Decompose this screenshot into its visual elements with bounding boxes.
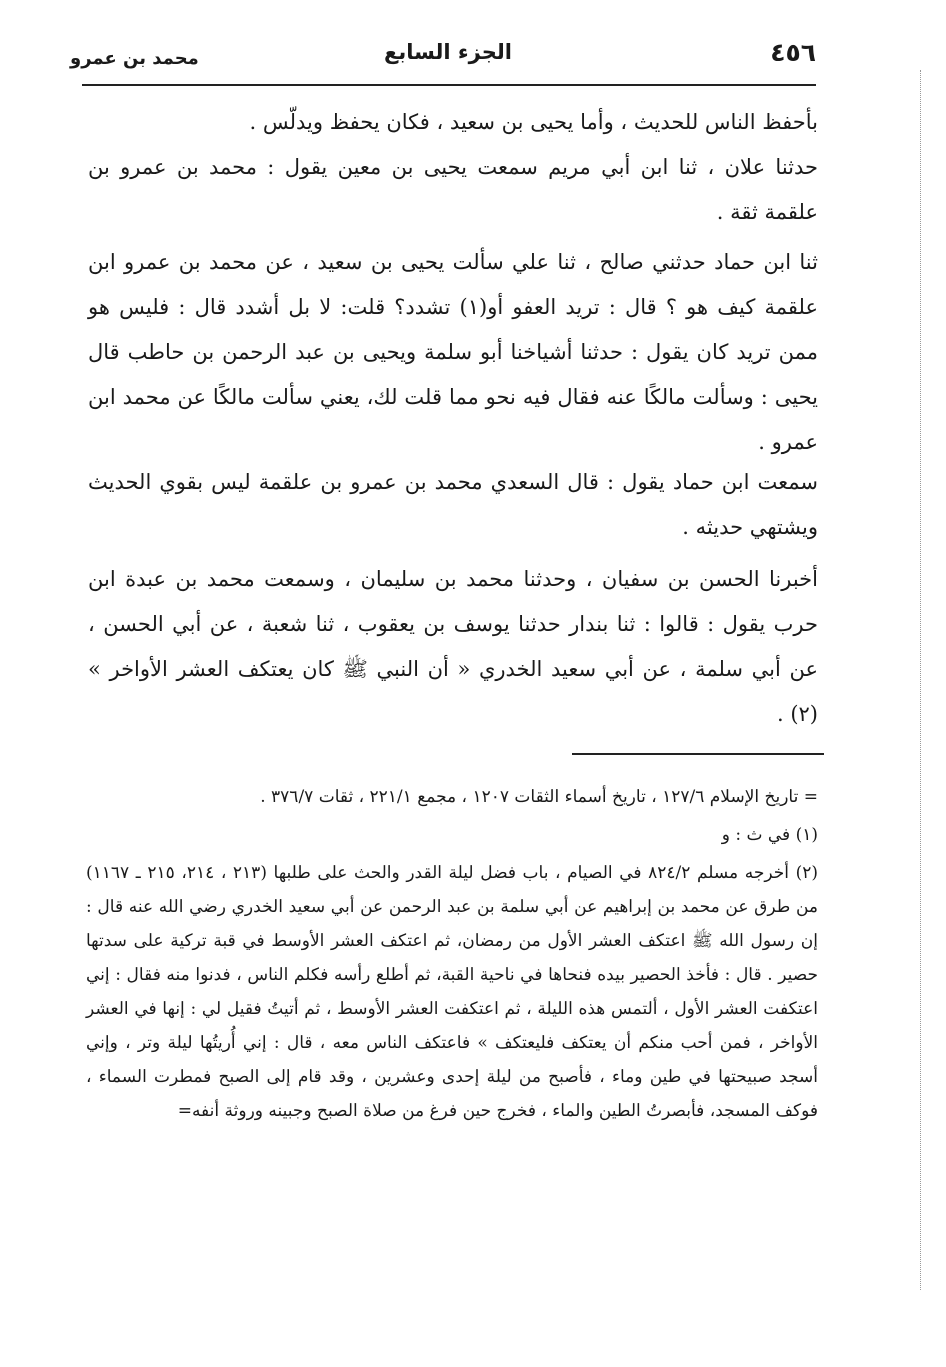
body-text: بأحفظ الناس للحديث ، وأما يحيى بن سعيد ، فكان يحفظ ويدلّس . <box>249 110 818 134</box>
header-rule <box>82 84 816 86</box>
page-number: ٤٥٦ <box>770 38 816 67</box>
body-paragraph-1 <box>88 100 818 145</box>
body-paragraph-3 <box>88 240 818 465</box>
body-paragraph-5 <box>88 557 818 737</box>
footnote-rule <box>572 753 824 755</box>
page-header <box>70 40 826 80</box>
scan-edge-line <box>920 70 922 1290</box>
body-text: أخبرنا الحسن بن سفيان ، وحدثنا محمد بن سليمان ، وسمعت محمد بن عبدة ابن حرب يقول : قالوا : ثنا بندار حدثنا يوسف بن يعقوب ، ثنا شعبة ، عن أبي الحسن ، عن أبي سلمة ، عن أبي سعيد الخدري « أن النبي ﷺ كان يعتكف العشر الأواخر » (٢) . <box>88 567 818 726</box>
running-head: محمد بن عمرو <box>70 48 199 69</box>
footnote-1 <box>86 818 818 852</box>
footnote-2 <box>86 856 818 1128</box>
body-paragraph-4 <box>88 460 818 550</box>
body-text: ثنا ابن حماد حدثني صالح ، ثنا علي سألت يحيى بن سعيد ، عن محمد بن عمرو ابن علقمة كيف هو ؟ قال : تريد العفو أو(١) تشدد؟ قلت: لا بل أشدد قال : فليس هو ممن تريد كان يقول : حدثنا أشياخنا أبو سلمة ويحيى بن عبد الرحمن بن حاطب قال يحيى : وسألت مالكًا عنه فقال فيه نحو مما قلت لك، يعني سألت مالكًا عن محمد ابن عمرو . <box>88 250 818 454</box>
footnote-text: (٢) أخرجه مسلم ٨٢٤/٢ في الصيام ، باب فضل ليلة القدر والحث على طلبها (٢١٣ ، ٢١٤، ٢١٥ ـ ١١٦٧) من طرق عن محمد بن إبراهيم عن أبي سلمة بن عبد الرحمن عن أبي سعيد الخدري رضي الله عنه قال : إن رسول الله ﷺ اعتكف العشر الأول من رمضان، ثم اعتكف العشر الأوسط في قبة تركية على سدتها حصير . قال : فأخذ الحصير بيده فنحاها في ناحية القبة، ثم أطلع رأسه فكلم الناس ، فدنوا منه فقال : إني اعتكفت العشر الأول ، ألتمس هذه الليلة ، ثم اعتكفت العشر الأوسط ، ثم أتيتُ فقيل لي : إنها في العشر الأواخر ، فمن أحب منكم أن يعتكف فليعتكف » فاعتكف الناس معه ، قال : إني أُريتُها ليلة وتر ، وإني أسجد صبيحتها في طين وماء ، فأصبح من ليلة إحدى وعشرين ، وقد قام إلى الصبح فمطرت السماء ، فوكف المسجد، فأبصرتُ الطين والماء ، فخرج حين فرغ من صلاة الصبح وجبينه وروثة أنفه= <box>86 863 818 1121</box>
footnote-continuation <box>86 780 818 814</box>
body-text: سمعت ابن حماد يقول : قال السعدي محمد بن عمرو بن علقمة ليس بقوي الحديث ويشتهي حديثه . <box>88 470 818 539</box>
body-paragraph-2 <box>88 145 818 235</box>
volume-title: الجزء السابع <box>384 40 512 64</box>
footnote-text: = تاريخ الإسلام ١٢٧/٦ ، تاريخ أسماء الثقات ١٢٠٧ ، مجمع ٢٢١/١ ، ثقات ٣٧٦/٧ . <box>260 787 818 807</box>
body-text: حدثنا علان ، ثنا ابن أبي مريم سمعت يحيى بن معين يقول : محمد بن عمرو بن علقمة ثقة . <box>88 155 818 224</box>
footnote-text: (١) في ث : و <box>721 825 818 845</box>
